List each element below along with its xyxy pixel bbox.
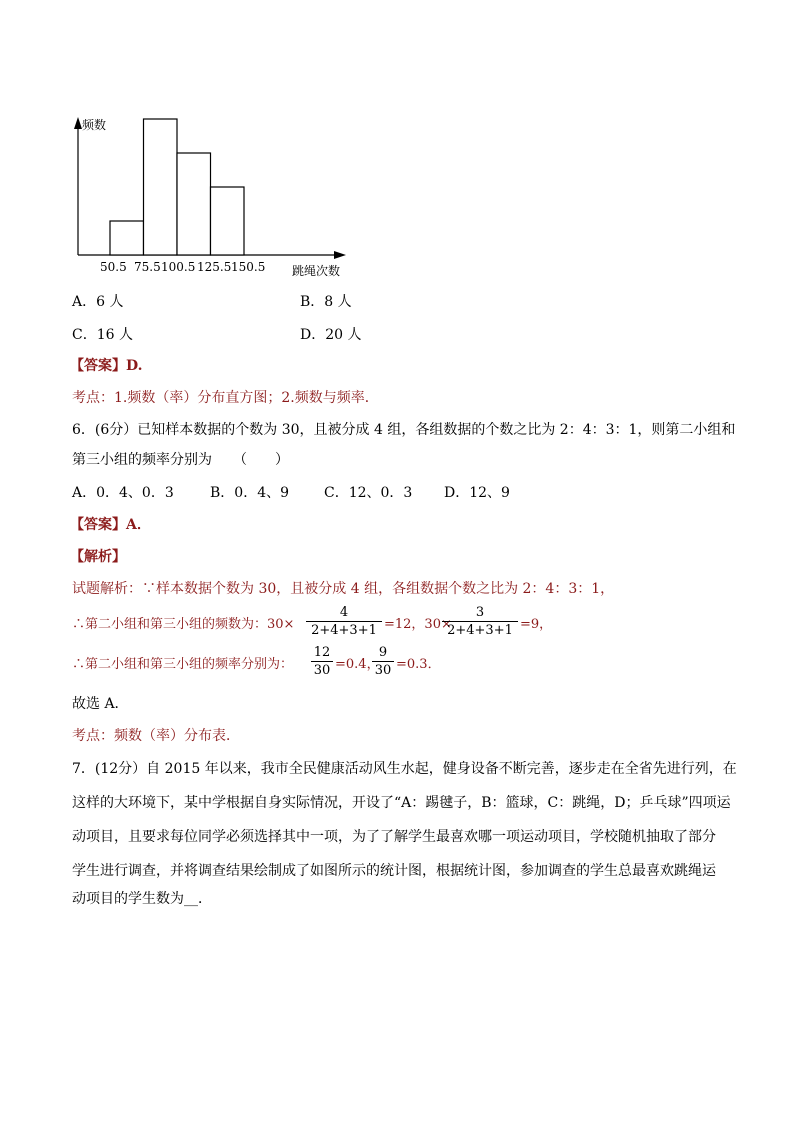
q6-freq-fraction-2: 3 2+4+3+1 [442, 604, 518, 639]
y-axis-label: 频数 [82, 118, 107, 132]
q6-rate-fraction-1: 12 30 [311, 644, 333, 679]
tick-label: 150.5 [231, 260, 266, 274]
q5-option-d: D．20 人 [300, 327, 362, 343]
q6-freq-fraction-1: 4 2+4+3+1 [306, 604, 382, 639]
q6-rate-end: =0.3． [396, 657, 441, 672]
tick-label: 125.5 [197, 260, 232, 274]
q6-analysis-line1: 试题解析：∵样本数据个数为 30，且被分成 4 组，各组数据个数之比为 2：4：3：1， [72, 581, 615, 597]
y-axis-arrow [74, 117, 82, 129]
q6-option-c: C．12、0．3 [324, 485, 413, 501]
q7-stem-line3: 动项目，且要求每位同学必须选择其中一项，为了了解学生最喜欢哪一项运动项目，学校随机抽取了部分 [72, 829, 716, 845]
q5-option-a: A．6 人 [72, 294, 124, 310]
q6-option-a: A．0．4、0．3 [72, 485, 174, 501]
q6-freq-end: =9， [520, 617, 553, 632]
histogram-bar [177, 153, 211, 255]
q6-freq-mid: =12，30× [384, 617, 452, 632]
q7-stem-line4: 学生进行调查，并将调查结果绘制成了如图所示的统计图，根据统计图，参加调查的学生总最喜欢跳绳运 [72, 863, 716, 879]
q6-option-d: D．12、9 [444, 485, 510, 501]
histogram-bar [110, 221, 144, 255]
q5-option-b: B．8 人 [300, 294, 352, 310]
tick-label: 100.5 [161, 260, 196, 274]
q6-stem-line1: 6．(6分）已知样本数据的个数为 30，且被分成 4 组，各组数据的个数之比为 2：4：3：1，则第二小组和 [72, 422, 736, 438]
q5-option-c: C．16 人 [72, 327, 133, 343]
q6-rate-fraction-2: 9 30 [372, 644, 394, 679]
x-axis-arrow [334, 251, 346, 259]
x-axis-label: 跳绳次数 [292, 264, 341, 278]
q7-stem-line2: 这样的大环境下，某中学根据自身实际情况，开设了“A：踢毽子，B：篮球，C：跳绳，D；乒乓球”四项运 [72, 795, 731, 811]
q7-stem-line1: 7．(12分）自 2015 年以来，我市全民健康活动风生水起，健身设备不断完善，逐步走在全省先进行列，在 [72, 761, 737, 777]
frequency-histogram [60, 95, 360, 285]
q6-option-b: B．0．4、9 [210, 485, 290, 501]
q6-knowledge-point: 考点：频数（率）分布表． [72, 728, 240, 744]
q7-stem-line5: 动项目的学生数为__． [72, 891, 212, 907]
q6-rate-mid: =0.4， [335, 657, 380, 672]
q5-answer: 【答案】D. [70, 358, 143, 374]
q6-freq-prefix: ∴第二小组和第三小组的频数为：30× [72, 617, 295, 632]
tick-label: 75.5 [134, 260, 161, 274]
q6-choose: 故选 A． [72, 696, 129, 712]
q6-analysis-title: 【解析】 [70, 549, 126, 565]
q6-answer: 【答案】A． [70, 517, 151, 533]
tick-label: 50.5 [100, 260, 127, 274]
q6-stem-line2: 第三小组的频率分别为 （ ） [72, 452, 289, 468]
histogram-bar [211, 187, 245, 255]
q6-rate-prefix: ∴第二小组和第三小组的频率分别为： [72, 657, 294, 672]
histogram-bar [144, 119, 178, 255]
q5-knowledge-point: 考点：1.频数（率）分布直方图；2.频数与频率． [72, 390, 379, 406]
